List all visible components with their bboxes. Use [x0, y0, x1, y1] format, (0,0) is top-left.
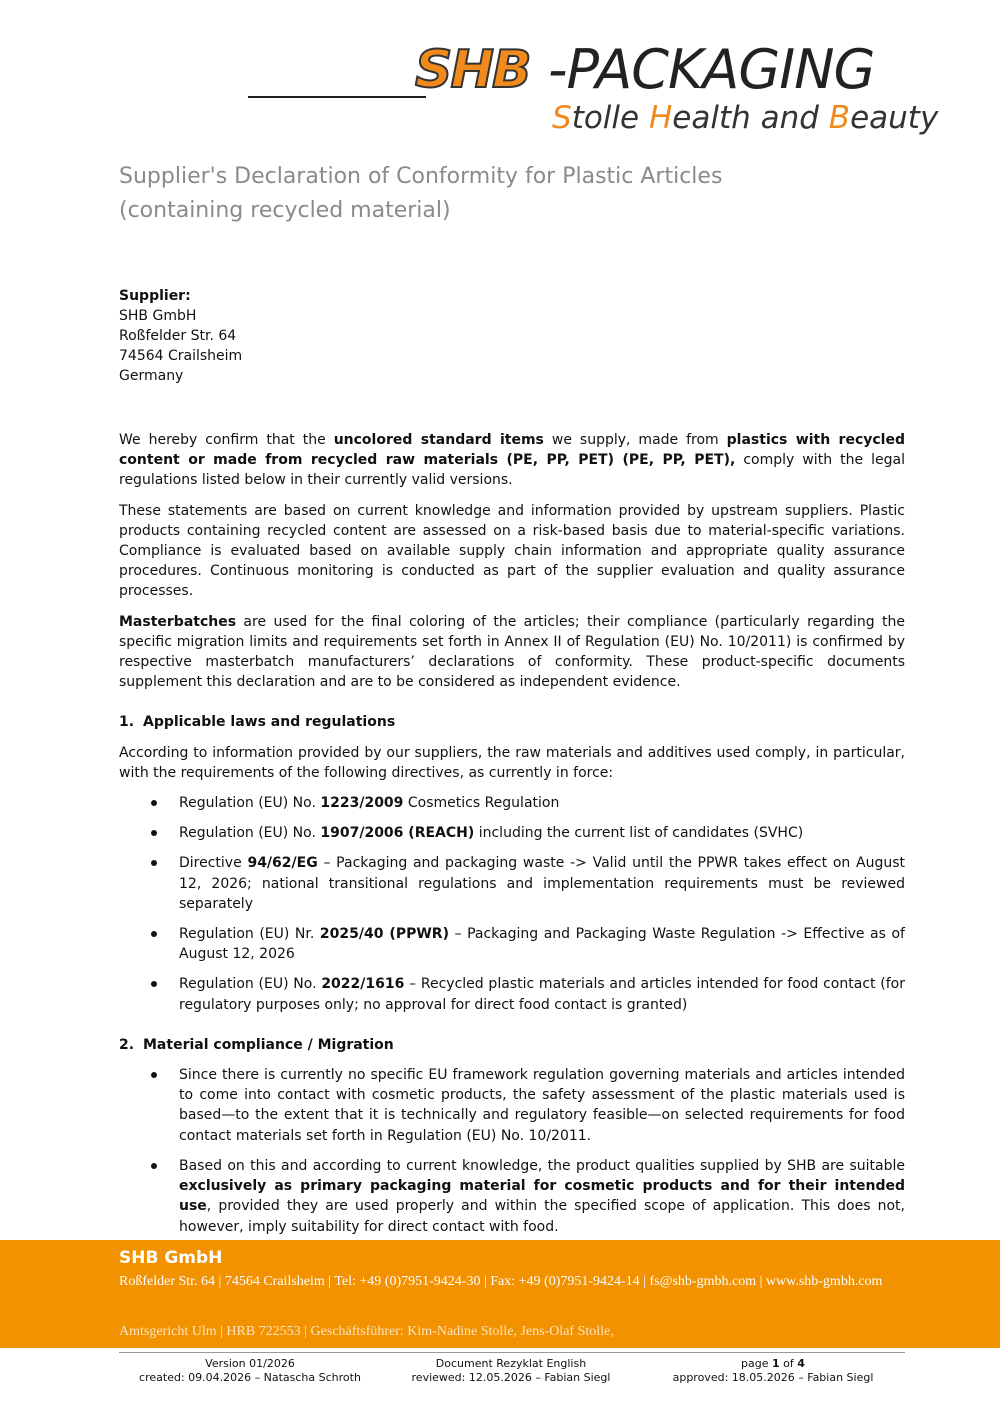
tagline-tolle: tolle — [571, 100, 649, 136]
item-text: Regulation (EU) No. — [179, 795, 321, 812]
logo-shb-text: SHB — [415, 40, 530, 100]
page-of: of — [779, 1357, 798, 1370]
intro-text: comply with the legal regulations listed below in their currently valid versions. — [119, 452, 905, 489]
item-emphasis: 2025/40 (PPWR) — [319, 926, 449, 943]
item-text: – Recycled plastic materials and articles intended for food contact (for regulatory purposes only; no approval for direct food contact is granted) — [179, 976, 905, 1013]
list-item — [119, 793, 905, 813]
tagline-s: S — [552, 100, 572, 136]
intro-paragraph-2: These statements are based on current knowledge and information provided by upstream suppliers. Plastic products containing recycled content are assessed on a risk-based basis due to material-specific variations. Compliance is evaluated based on available supply chain information and appropriate quality assurance procedures. Continuous monitoring is conducted as part of the supplier evaluation and quality assurance processes. — [119, 502, 905, 600]
section-1-intro: According to information provided by our suppliers, the raw materials and additives used comply, in particular, with the requirements of the following directives, as currently in force: — [119, 744, 905, 781]
footer-court-register: Amtsgericht Ulm | HRB 722553 | Geschäftsführer: Kim-Nadine Stolle, Jens-Olaf Stolle, — [119, 1324, 614, 1339]
meta-created: created: 09.04.2026 – Natascha Schroth — [139, 1371, 361, 1384]
item-emphasis: 1907/2006 (REACH) — [320, 825, 475, 842]
item-text: – Packaging and Packaging Waste Regulation -> Effective as of August 12, 2026 — [179, 926, 905, 963]
meta-reviewed: reviewed: 12.05.2026 – Fabian Siegl — [411, 1371, 611, 1384]
tagline-beauty: eauty — [850, 100, 939, 136]
item-text: Regulation (EU) Nr. — [179, 926, 320, 943]
item-emphasis: exclusively as primary packaging material for cosmetic products and for their intended use — [179, 1178, 905, 1215]
item-text: Based on this and according to current knowledge, the product qualities supplied by SHB are suitable — [179, 1157, 905, 1174]
meta-version: Version 01/2026 — [205, 1357, 295, 1370]
item-emphasis: 94/62/EG — [247, 855, 318, 872]
supplier-name: SHB GmbH — [119, 308, 197, 324]
footer-band — [0, 1240, 1000, 1348]
intro-text: we supply, made from — [543, 432, 727, 448]
supplier-country: Germany — [119, 368, 184, 384]
regulation-list — [119, 793, 905, 1015]
meta-page — [642, 1357, 904, 1371]
bullet-icon — [151, 830, 157, 836]
meta-approved: approved: 18.05.2026 – Fabian Siegl — [672, 1371, 874, 1384]
bullet-icon — [151, 860, 157, 866]
title-line-1: Supplier's Declaration of Conformity for Plastic Articles — [119, 164, 723, 189]
section-number: 2. — [119, 1036, 135, 1053]
intro-text: are used for the final coloring of the articles; their compliance (particularly regarding the specific migration limits and requirements set forth in Annex II of Regulation (EU) No. 10/2011) is confirmed by respective masterbatch manufacturers’ declarations of conformity. These product-specific documents supplement this declaration and are to be considered as independent evidence. — [119, 613, 905, 691]
list-item — [119, 1156, 905, 1237]
page-current: 1 — [772, 1357, 780, 1370]
list-item — [119, 823, 905, 843]
list-item — [119, 974, 905, 1014]
list-item — [119, 924, 905, 964]
tagline-b: B — [828, 100, 851, 136]
item-text: Regulation (EU) No. — [179, 976, 322, 993]
section-number: 1. — [119, 714, 135, 731]
item-text: Directive — [179, 855, 248, 872]
logo-rule — [248, 96, 426, 98]
section-title: Applicable laws and regulations — [143, 714, 396, 731]
masterbatches-term: Masterbatches — [119, 613, 237, 630]
tagline-health: ealth and — [672, 100, 829, 136]
list-item — [119, 1065, 905, 1146]
item-text: , provided they are used properly and within the specified scope of application. This does not, however, imply suitability for direct contact with food. — [179, 1198, 905, 1235]
logo-tagline — [552, 98, 938, 138]
intro-text: We hereby confirm that the — [119, 432, 334, 448]
item-text: Cosmetics Regulation — [403, 795, 560, 812]
item-emphasis: 2022/1616 — [321, 976, 405, 993]
item-text: Regulation (EU) No. — [179, 825, 321, 842]
document-body — [119, 430, 905, 1247]
list-item — [119, 853, 905, 914]
intro-emphasis: plastics with recycled content or made from recycled raw materials (PE, PP, PET) (PE, PP, PET), — [119, 432, 905, 469]
bullet-icon — [151, 931, 157, 937]
footer-divider — [119, 1352, 905, 1353]
intro-paragraph-3 — [119, 612, 905, 693]
logo-packaging-text: -PACKAGING — [548, 38, 875, 101]
bullet-icon — [151, 800, 157, 806]
supplier-street: Roßfelder Str. 64 — [119, 328, 237, 344]
page-total: 4 — [797, 1357, 805, 1370]
bullet-icon — [151, 1072, 157, 1078]
intro-paragraph-1 — [119, 430, 905, 491]
meta-page-block — [642, 1357, 904, 1385]
item-text: including the current list of candidates (SVHC) — [474, 825, 804, 842]
section-title: Material compliance / Migration — [143, 1036, 394, 1053]
title-line-2: (containing recycled material) — [119, 198, 451, 223]
page-prefix: page — [741, 1357, 773, 1370]
bullet-icon — [151, 1163, 157, 1169]
supplier-block — [119, 286, 242, 386]
company-logo — [248, 40, 948, 150]
document-title — [119, 160, 879, 228]
footer-company: SHB GmbH — [119, 1248, 223, 1268]
bullet-icon — [151, 981, 157, 987]
supplier-city: 74564 Crailsheim — [119, 348, 243, 364]
intro-emphasis: uncolored standard items — [333, 432, 544, 448]
item-text: Since there is currently no specific EU framework regulation governing materials and articles intended to come into contact with cosmetic products, the safety assessment of the plastic materials used is based—to the extent that it is technically and regulatory feasible—on selected requirements for food contact materials set forth in Regulation (EU) No. 10/2011. — [179, 1067, 905, 1144]
footer-address: Roßfelder Str. 64 | 74564 Crailsheim | Tel: +49 (0)7951-9424-30 | Fax: +49 (0)7951-9424-14 | fs@shb-gmbh.com | www.shb-gmbh.com — [119, 1274, 883, 1289]
section-1-heading — [119, 712, 905, 732]
meta-version-block — [120, 1357, 380, 1385]
tagline-h: H — [648, 100, 673, 136]
compliance-list — [119, 1065, 905, 1237]
section-2-heading — [119, 1035, 905, 1055]
meta-document-block — [380, 1357, 642, 1385]
item-text: – Packaging and packaging waste -> Valid until the PPWR takes effect on August 12, 2026; national transitional regulations and implementation requirements must be reviewed separately — [179, 855, 906, 912]
meta-document: Document Rezyklat English — [435, 1357, 587, 1370]
supplier-label: Supplier: — [119, 288, 191, 304]
item-emphasis: 1223/2009 — [320, 795, 404, 812]
